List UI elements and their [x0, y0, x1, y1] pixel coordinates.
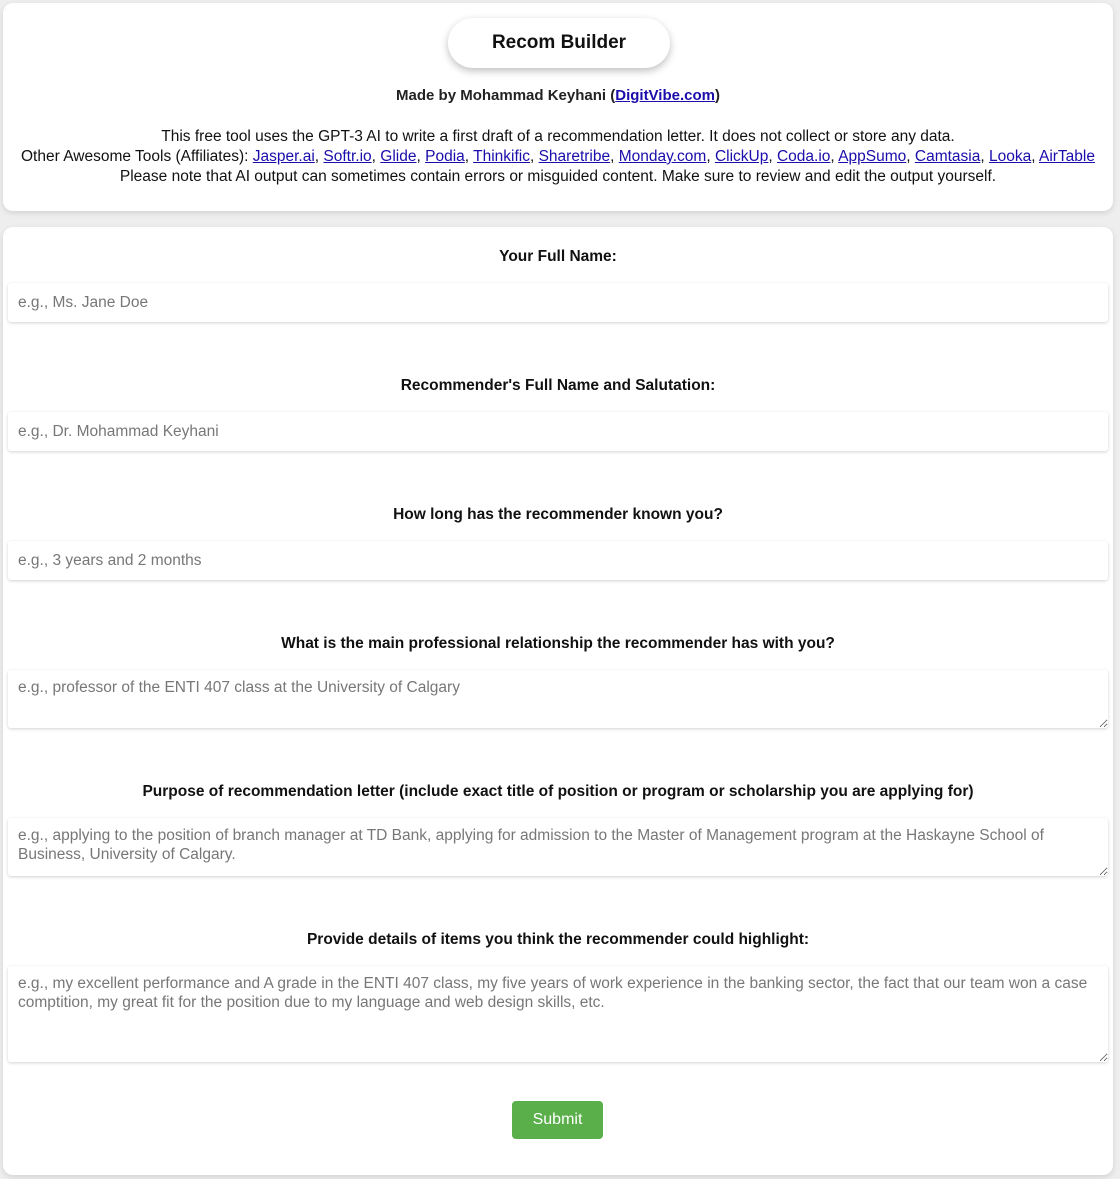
affiliate-link-softr[interactable]: Softr.io	[323, 148, 372, 165]
recommender-name-label: Recommender's Full Name and Salutation:	[400, 377, 716, 394]
info-block	[3, 127, 1113, 187]
relationship-textarea[interactable]	[8, 670, 1108, 728]
affiliate-link-appsumo[interactable]: AppSumo	[838, 148, 907, 165]
recommender-name-input[interactable]	[8, 412, 1108, 451]
form-card	[3, 227, 1113, 1175]
ai-note-text: Please note that AI output can sometimes contain errors or misguided content. Make sure to review and edit the output yourself.	[119, 168, 997, 185]
header-card	[3, 3, 1113, 211]
known-duration-label: How long has the recommender known you?	[393, 506, 723, 523]
purpose-label: Purpose of recommendation letter (include exact title of position or program or scholarship you are applying for)	[142, 783, 974, 800]
digitvibe-link[interactable]: DigitVibe.com	[615, 87, 715, 104]
full-name-label: Your Full Name:	[499, 248, 617, 265]
app-title: Recom Builder	[448, 18, 670, 68]
submit-button[interactable]: Submit	[512, 1101, 603, 1139]
affiliate-link-looka[interactable]: Looka	[988, 148, 1032, 165]
affiliates-line: Other Awesome Tools (Affiliates): Jasper.ai, Softr.io, Glide, Podia, Thinkific, Sharetribe, Monday.com, ClickUp, Coda.io, AppSumo, Camtasia, Looka, AirTable	[21, 148, 1095, 165]
affiliate-link-podia[interactable]: Podia	[425, 148, 465, 165]
made-by-line	[3, 87, 1113, 104]
highlights-label: Provide details of items you think the recommender could highlight:	[306, 931, 810, 948]
affiliate-link-camtasia[interactable]: Camtasia	[914, 148, 981, 165]
affiliate-link-clickup[interactable]: ClickUp	[714, 148, 769, 165]
affiliate-link-sharetribe[interactable]: Sharetribe	[538, 148, 611, 165]
made-by-suffix: )	[714, 87, 720, 104]
affiliate-link-glide[interactable]: Glide	[380, 148, 417, 165]
purpose-textarea[interactable]	[8, 818, 1108, 876]
affiliate-link-jasper[interactable]: Jasper.ai	[252, 148, 315, 165]
affiliate-link-monday[interactable]: Monday.com	[618, 148, 707, 165]
affiliates-label: Other Awesome Tools (Affiliates):	[21, 148, 249, 165]
relationship-label: What is the main professional relationship the recommender has with you?	[281, 635, 835, 652]
full-name-input[interactable]	[8, 283, 1108, 322]
affiliate-link-airtable[interactable]: AirTable	[1038, 148, 1095, 165]
known-duration-input[interactable]	[8, 541, 1108, 580]
description-text: This free tool uses the GPT-3 AI to write a first draft of a recommendation letter. It does not collect or store any data.	[161, 128, 955, 145]
affiliate-link-coda[interactable]: Coda.io	[776, 148, 831, 165]
affiliate-link-thinkific[interactable]: Thinkific	[473, 148, 530, 165]
made-by-prefix: Made by Mohammad Keyhani (	[396, 87, 616, 104]
highlights-textarea[interactable]	[8, 966, 1108, 1062]
